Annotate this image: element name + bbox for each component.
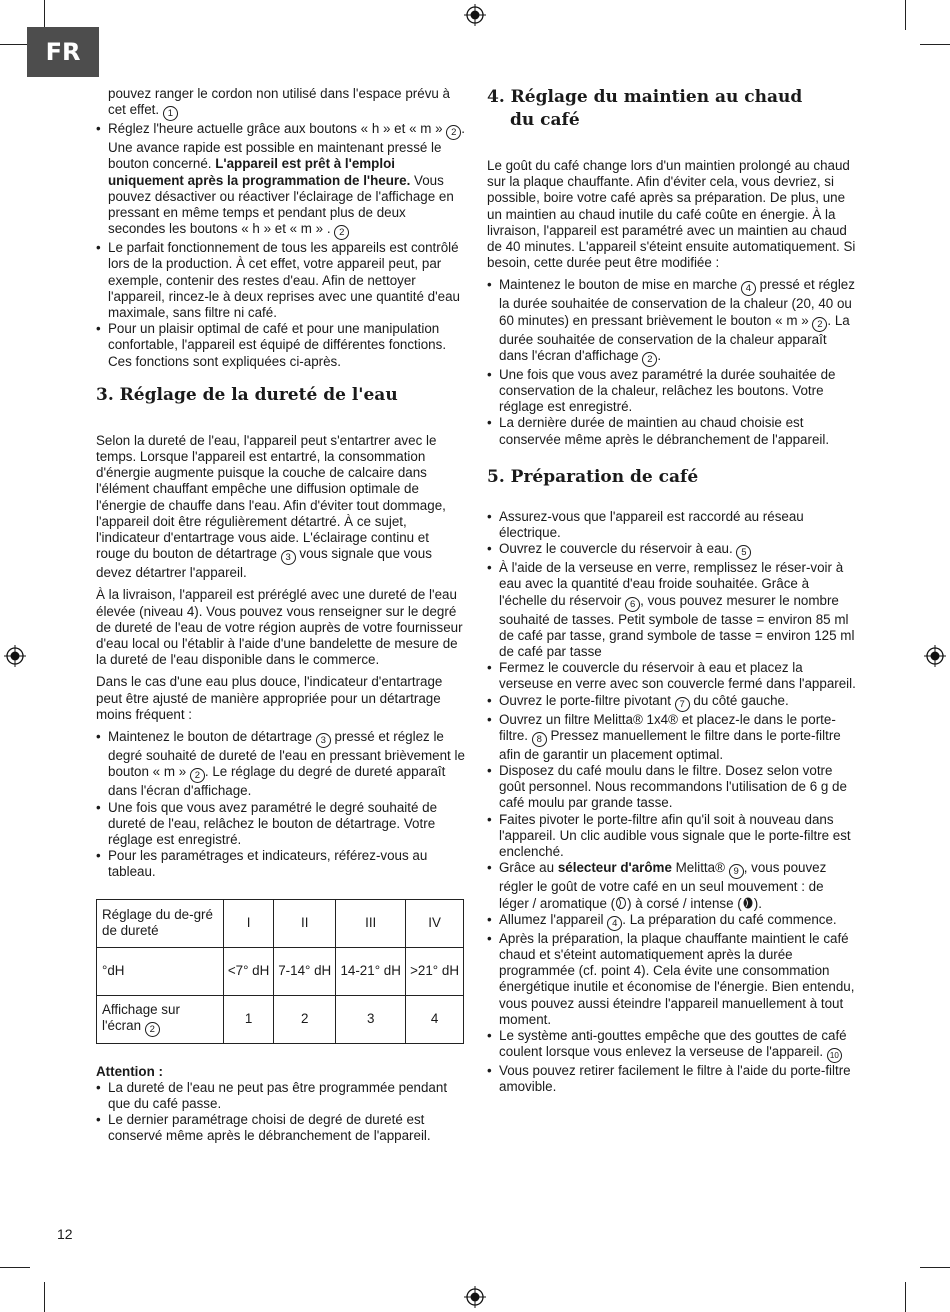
registration-mark-icon	[4, 645, 26, 667]
list-item: • Pour les paramétrages et indicateurs, référez-vous au tableau.	[96, 848, 466, 880]
list-item: • Grâce au sélecteur d'arôme Melitta® 9 , vous pouvez régler le goût de votre café en un seul mouvement : de léger / aromatique ( ) à corsé / intense ( ).	[487, 860, 857, 911]
attention-title: Attention :	[96, 1063, 163, 1079]
list-item: • Le système anti-gouttes empêche que des gouttes de café coulent lorsque vous enlevez la verseuse de l'appareil. 10	[487, 1028, 857, 1063]
registration-mark-icon	[464, 4, 486, 26]
ref-number: 2	[812, 317, 827, 332]
table-cell: Affichage sur l'écran 2	[97, 995, 224, 1043]
table-cell: I	[224, 899, 274, 947]
attention-bullet-list	[96, 1080, 466, 1145]
ref-number: 2	[642, 352, 657, 367]
section-heading-5: 5. Préparation de café	[487, 466, 699, 487]
left-column	[96, 86, 466, 1151]
list-item: • Le parfait fonctionnement de tous les appareils est contrôlé lors de la production. À cet effet, votre appareil peut, par exemple, contenir des restes d'eau. Afin de nettoyer l'appareil, rincez-le à deux reprises avec une quantité d'eau maximale, sans filtre ni café.	[96, 240, 466, 321]
descaling-bullet-list	[96, 729, 466, 880]
crop-mark	[0, 1267, 30, 1268]
list-item: • Ouvrez le porte-filtre pivotant 7 du côté gauche.	[487, 693, 857, 712]
paragraph: Le goût du café change lors d'un maintien prolongé au chaud sur la plaque chauffante. Afin d'éviter cela, vous devriez, si possible, boire votre café après sa préparation. De plus, une un maintien au chaud inutile du café coûte en énergie. À la livraison, l'appareil est paramétré avec un maintien au chaud de 40 minutes. L'appareil s'éteint ensuite automatiquement. Si besoin, cette durée peut être modifiée :	[487, 158, 856, 271]
ref-number: 2	[446, 125, 461, 140]
table-cell: 2	[274, 995, 336, 1043]
right-column	[487, 86, 857, 1102]
list-item: • Après la préparation, la plaque chauffante maintient le café chaud et s'éteint automatiquement après la durée programmée (cf. point 4). Cela évite une consommation énergétique inutile et économise de l'énergie. Bien entendu, vous pouvez aussi éteindre l'appareil manuellement à tout moment.	[487, 931, 857, 1028]
list-item: • Une fois que vous avez paramétré le degré souhaité de dureté de l'eau, relâchez le bouton de détartrage. Votre réglage est enregistré.	[96, 800, 466, 849]
intro-continuation: pouvez ranger le cordon non utilisé dans l'espace prévu à cet effet. 1	[108, 86, 451, 120]
list-item: • Le dernier paramétrage choisi de degré de dureté est conservé même après le débranchement de l'appareil.	[96, 1112, 466, 1144]
ref-number: 4	[741, 281, 756, 296]
bold-note: L'appareil est prêt à l'emploi uniquement après la programmation de l'heure.	[108, 156, 411, 188]
list-item: • Ouvrez un filtre Melitta® 1x4® et placez-le dans le porte-filtre. 8 Pressez manuellement le filtre dans le porte-filtre afin de garantir un placement optimal.	[487, 712, 857, 763]
ref-number: 3	[316, 733, 331, 748]
table-cell: °dH	[97, 947, 224, 995]
paragraph: Dans le cas d'une eau plus douce, l'indicateur d'entartrage peut être ajusté de manière appropriée pour un détartrage moins fréquent :	[96, 674, 443, 722]
ref-number: 5	[736, 545, 751, 560]
list-item: • Vous pouvez retirer facilement le filtre à l'aide du porte-filtre amovible.	[487, 1063, 857, 1095]
page-number: 12	[57, 1226, 73, 1242]
intro-bullet-list	[96, 121, 466, 370]
strong-aroma-icon	[742, 897, 754, 909]
list-item: • Disposez du café moulu dans le filtre. Dosez selon votre goût personnel. Nous recommandons l'utilisation de 6 g de café moulu par grande tasse.	[487, 763, 857, 812]
table-cell: 3	[336, 995, 406, 1043]
paragraph: Selon la dureté de l'eau, l'appareil peut s'entartrer avec le temps. Lorsque l'appareil est entartré, la consommation d'énergie augmente puisque la couche de calcaire dans l'élément chauffant empêche une diffusion optimale de l'énergie de chauffe dans l'eau. Afin d'éviter tout dommage, l'appareil doit être régulièrement détartré. À ce sujet, l'indicateur d'entartrage vous aide. L'éclairage continu et rouge du bouton de détartrage 3 vous signale que vous devez détartrer l'appareil.	[96, 432, 446, 581]
ref-number: 2	[145, 1022, 160, 1037]
list-item: • Allumez l'appareil 4 . La préparation du café commence.	[487, 912, 857, 931]
list-item: • La dureté de l'eau ne peut pas être programmée pendant que du café passe.	[96, 1080, 466, 1112]
list-item: • Réglez l'heure actuelle grâce aux boutons « h » et « m » 2 . Une avance rapide est possible en maintenant pressé le bouton concerné. L'appareil est prêt à l'emploi uniquement après la programmation de l'heure. Vous pouvez désactiver ou réactiver l'éclairage de l'affichage en pressant en même temps et pendant plus de deux secondes les boutons « h » et « m » . 2	[96, 121, 466, 240]
list-item: • Maintenez le bouton de mise en marche 4 pressé et réglez la durée souhaitée de conservation de la chaleur (20, 40 ou 60 minutes) en pressant brièvement le bouton « m » 2 . La durée souhaitée de conservation de la chaleur apparaît dans l'écran d'affichage 2 .	[487, 277, 857, 366]
list-item: • À l'aide de la verseuse en verre, remplissez le réser-voir à eau avec la quantité d'eau froide souhaitée. Grâce à l'échelle du réservoir 6 , vous pouvez mesurer le nombre souhaité de tasses. Petit symbole de tasse = environ 85 ml de café par tasse, grand symbole de tasse = environ 125 ml de café par tasse	[487, 560, 857, 660]
list-item: • Pour un plaisir optimal de café et pour une manipulation confortable, l'appareil est équipé de différentes fonctions. Ces fonctions sont expliquées ci-après.	[96, 321, 466, 370]
table-row	[97, 947, 464, 995]
language-tab: FR	[27, 27, 99, 77]
table-cell: IV	[406, 899, 464, 947]
table-cell: III	[336, 899, 406, 947]
table-cell: <7° dH	[224, 947, 274, 995]
list-item: • La dernière durée de maintien au chaud choisie est conservée même après le débranchement de l'appareil.	[487, 415, 857, 447]
keepwarm-bullet-list	[487, 277, 857, 447]
registration-mark-icon	[924, 645, 946, 667]
ref-number: 10	[827, 1048, 842, 1063]
ref-number: 2	[334, 225, 349, 240]
section-heading-4: 4. Réglage du maintien au chaud du café	[487, 87, 803, 130]
table-row	[97, 995, 464, 1043]
list-item: • Maintenez le bouton de détartrage 3 pressé et réglez le degré souhaité de dureté de l'eau en pressant brièvement le bouton « m » 2 . Le réglage du degré de dureté apparaît dans l'écran d'affichage.	[96, 729, 466, 799]
crop-mark	[920, 44, 950, 45]
table-cell: 1	[224, 995, 274, 1043]
table-cell: 14-21° dH	[336, 947, 406, 995]
crop-mark	[44, 0, 45, 30]
crop-mark	[44, 1282, 45, 1312]
ref-number: 1	[163, 106, 178, 121]
crop-mark	[0, 44, 30, 45]
ref-number: 3	[281, 550, 296, 565]
light-aroma-icon	[615, 897, 627, 909]
registration-mark-icon	[464, 1286, 486, 1308]
table-cell: 4	[406, 995, 464, 1043]
bold-term: sélecteur d'arôme	[557, 860, 672, 876]
crop-mark	[920, 1267, 950, 1268]
list-item: • Faites pivoter le porte-filtre afin qu'il soit à nouveau dans l'appareil. Un clic audible vous signale que le porte-filtre est enclenché.	[487, 812, 857, 861]
table-cell: >21° dH	[406, 947, 464, 995]
ref-number: 6	[625, 597, 640, 612]
list-item: • Ouvrez le couvercle du réservoir à eau. 5	[487, 541, 857, 560]
table-cell: II	[274, 899, 336, 947]
table-cell: Réglage du de-gré de dureté	[97, 899, 224, 947]
crop-mark	[905, 1282, 906, 1312]
preparation-bullet-list	[487, 509, 857, 1096]
list-item: • Fermez le couvercle du réservoir à eau et placez la verseuse en verre avec son couvercle fermé dans l'appareil.	[487, 660, 857, 692]
ref-number: 7	[675, 697, 690, 712]
ref-number: 4	[607, 916, 622, 931]
section-heading-3: 3. Réglage de la dureté de l'eau	[96, 384, 398, 405]
list-item: • Assurez-vous que l'appareil est raccordé au réseau électrique.	[487, 509, 857, 541]
hardness-table	[96, 899, 464, 1044]
crop-mark	[905, 0, 906, 30]
ref-number: 2	[190, 768, 205, 783]
table-row	[97, 899, 464, 947]
ref-number: 8	[532, 732, 547, 747]
list-item: • Une fois que vous avez paramétré la durée souhaitée de conservation de la chaleur, relâchez les boutons. Votre réglage est enregistré.	[487, 367, 857, 416]
paragraph: À la livraison, l'appareil est préréglé avec une dureté de l'eau élevée (niveau 4). Vous pouvez vous renseigner sur le degré de dureté de l'eau de votre région auprès de votre fournisseur d'eau local ou l'établir à l'aide d'une bandelette de mesure de la dureté de l'eau disponible dans le commerce.	[96, 587, 463, 668]
ref-number: 9	[729, 864, 744, 879]
table-cell: 7-14° dH	[274, 947, 336, 995]
